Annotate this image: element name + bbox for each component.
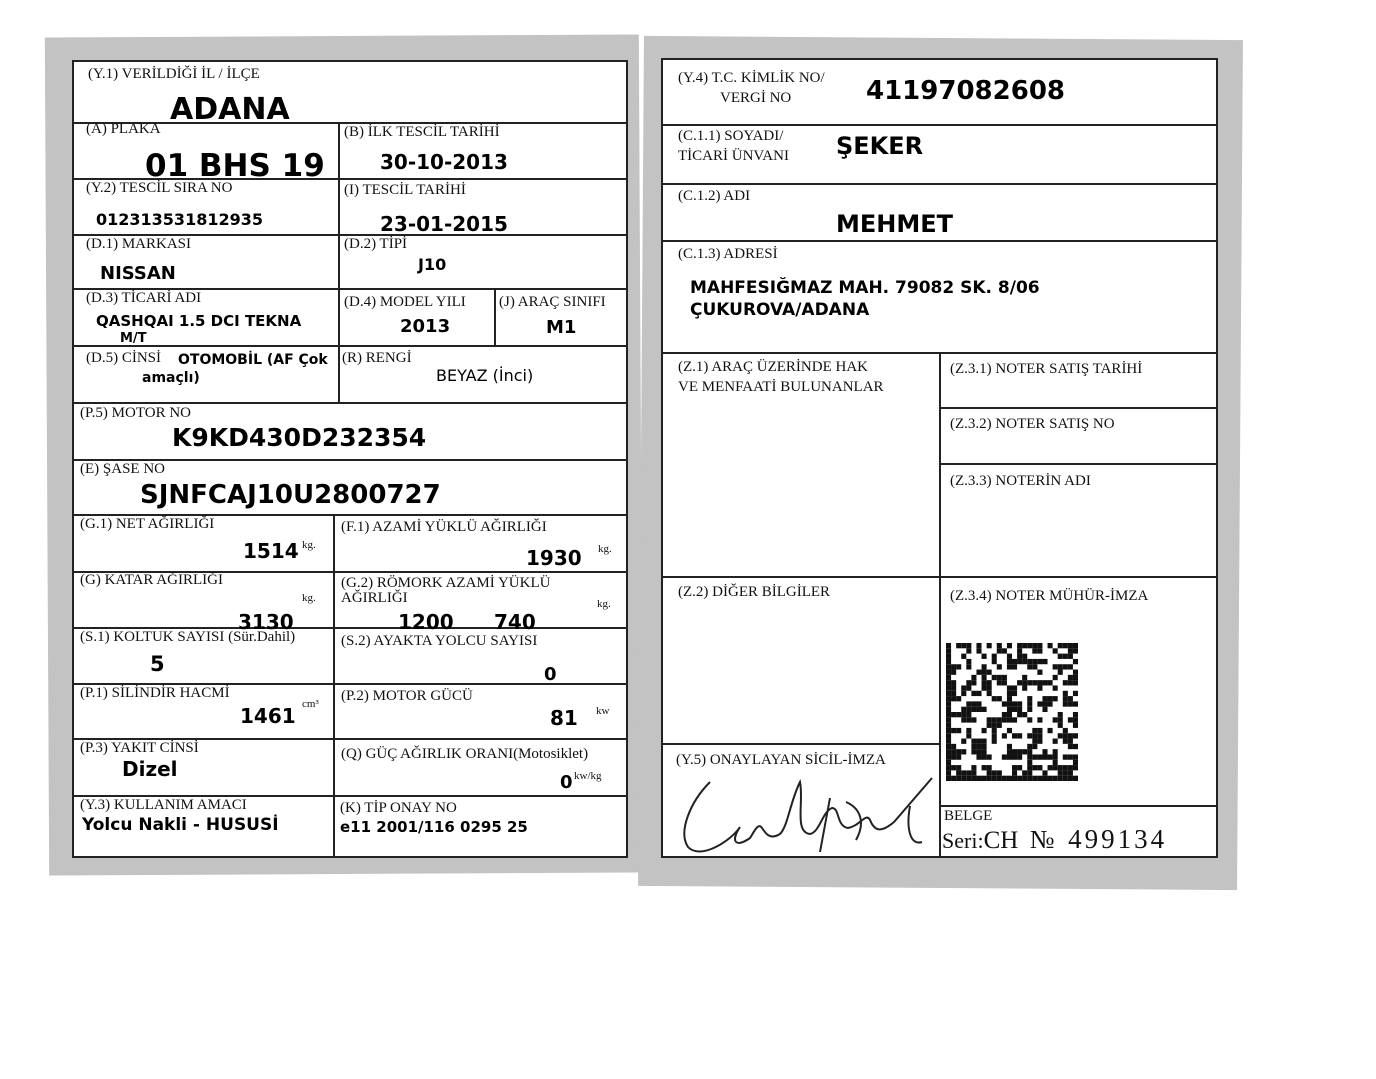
- color-label: (R) RENGİ: [342, 350, 412, 366]
- power-weight-value: 0: [560, 772, 573, 793]
- divider: [74, 402, 626, 404]
- engine-no-value: K9KD430D232354: [172, 423, 427, 452]
- displacement-value: 1461: [240, 704, 296, 728]
- max-weight-unit: kg.: [598, 543, 612, 555]
- divider: [941, 407, 1216, 409]
- model-year-label: (D.4) MODEL YILI: [344, 294, 466, 310]
- divider: [663, 183, 1216, 185]
- train-weight-unit: kg.: [302, 592, 316, 604]
- serial-series: CH: [983, 827, 1019, 854]
- y1-label: (Y.1) VERİLDİĞİ İL / İLÇE: [88, 66, 260, 82]
- notary-sale-date-label: (Z.3.1) NOTER SATIŞ TARİHİ: [950, 361, 1143, 377]
- seat-count-value: 5: [150, 652, 165, 676]
- engine-power-value: 81: [550, 706, 578, 730]
- address-value-2: ÇUKUROVA/ADANA: [690, 300, 870, 320]
- power-weight-label: (Q) GÜÇ AĞIRLIK ORANI(Motosiklet): [341, 746, 589, 762]
- displacement-label: (P.1) SİLİNDİR HACMİ: [80, 685, 230, 701]
- type-value: J10: [418, 255, 447, 274]
- fuel-type-label: (P.3) YAKIT CİNSİ: [80, 740, 199, 756]
- max-weight-value: 1930: [526, 546, 582, 570]
- notary-name-label: (Z.3.3) NOTERİN ADI: [950, 473, 1091, 489]
- registration-seq-label: (Y.2) TESCİL SIRA NO: [86, 180, 233, 196]
- net-weight-unit: kg.: [302, 539, 316, 551]
- standing-count-value: 0: [544, 664, 557, 685]
- standing-count-label: (S.2) AYAKTA YOLCU SAYISI: [341, 633, 538, 649]
- first-registration-value: 30-10-2013: [380, 150, 508, 174]
- usage-purpose-value: Yolcu Nakli - HUSUSİ: [82, 815, 279, 835]
- net-weight-label: (G.1) NET AĞIRLIĞI: [80, 516, 215, 532]
- trailer-weight-label: (G.2) RÖMORK AZAMİ YÜKLÜ: [341, 575, 551, 591]
- trailer-weight-unit: kg.: [597, 598, 611, 610]
- divider: [338, 122, 340, 402]
- tax-id-label-2: VERGİ NO: [720, 90, 792, 106]
- seat-count-label: (S.1) KOLTUK SAYISI (Sür.Dahil): [80, 629, 296, 645]
- rights-holders-label-2: VE MENFAATİ BULUNANLAR: [678, 379, 884, 395]
- document-label: BELGE: [944, 808, 993, 824]
- net-weight-value: 1514: [243, 539, 299, 563]
- rights-holders-label: (Z.1) ARAÇ ÜZERİNDE HAK: [678, 359, 868, 375]
- trade-name-value: QASHQAI 1.5 DCI TEKNA: [96, 312, 302, 330]
- trailer-weight-label-2: AĞIRLIĞI: [341, 590, 408, 606]
- chassis-no-label: (E) ŞASE NO: [80, 461, 165, 477]
- type-approval-value: e11 2001/116 0295 25: [340, 818, 528, 836]
- surname-label: (C.1.1) SOYADI/: [678, 128, 784, 144]
- divider: [941, 463, 1216, 465]
- signature-icon: [670, 742, 950, 862]
- chassis-no-value: SJNFCAJ10U2800727: [140, 480, 441, 510]
- trade-name-label: (D.3) TİCARİ ADI: [86, 290, 202, 306]
- engine-no-label: (P.5) MOTOR NO: [80, 405, 191, 421]
- divider: [663, 124, 1216, 126]
- registration-date-value: 23-01-2015: [380, 212, 508, 236]
- tax-id-value: 41197082608: [866, 76, 1065, 106]
- model-year-value: 2013: [400, 316, 451, 337]
- address-value: MAHFESIĞMAZ MAH. 79082 SK. 8/06: [690, 278, 1040, 298]
- trade-name-value-2: M/T: [120, 331, 147, 346]
- fuel-type-value: Dizel: [122, 757, 178, 781]
- serial-label: Seri:: [942, 828, 984, 853]
- type-label: (D.2) TİPİ: [344, 236, 408, 252]
- surname-label-2: TİCARİ ÜNVANI: [678, 148, 789, 164]
- first-registration-label: (B) İLK TESCİL TARİHİ: [344, 124, 500, 140]
- other-info-label: (Z.2) DİĞER BİLGİLER: [678, 584, 831, 600]
- power-weight-unit: kw/kg: [574, 770, 602, 782]
- train-weight-label: (G) KATAR AĞIRLIĞI: [80, 572, 223, 588]
- kind-value: OTOMOBİL (AF Çok: [178, 352, 328, 368]
- document-number: 499134: [1068, 824, 1168, 854]
- notary-seal-label: (Z.3.4) NOTER MÜHÜR-İMZA: [950, 588, 1149, 604]
- province-value: ADANA: [170, 92, 290, 127]
- divider: [74, 345, 626, 347]
- number-symbol: №: [1029, 825, 1055, 854]
- first-name-value: MEHMET: [836, 210, 954, 238]
- trailer-weight-value-unbraked: 740: [494, 610, 536, 634]
- train-weight-value: 3130: [238, 610, 294, 634]
- registration-date-label: (I) TESCİL TARİHİ: [344, 182, 466, 198]
- kind-value-2: amaçlı): [142, 370, 200, 386]
- kind-label: (D.5) CİNSİ: [86, 350, 161, 366]
- vehicle-class-label: (J) ARAÇ SINIFI: [499, 294, 606, 310]
- engine-power-unit: kw: [596, 705, 610, 717]
- surname-value: ŞEKER: [836, 132, 924, 160]
- registration-seq-value: 012313531812935: [96, 210, 263, 229]
- divider: [663, 240, 1216, 242]
- engine-power-label: (P.2) MOTOR GÜCÜ: [341, 688, 473, 704]
- color-value: BEYAZ (İnci): [436, 366, 534, 385]
- displacement-unit: cm³: [302, 698, 319, 710]
- address-label: (C.1.3) ADRESİ: [678, 246, 778, 262]
- first-name-label: (C.1.2) ADI: [678, 188, 751, 204]
- qr-code-icon: [946, 643, 1078, 781]
- divider: [333, 514, 335, 858]
- plate-value: 01 BHS 19: [145, 148, 325, 184]
- divider: [494, 288, 496, 345]
- vehicle-class-value: M1: [546, 317, 577, 338]
- divider: [941, 805, 1216, 807]
- approver-label: (Y.5) ONAYLAYAN SİCİL-İMZA: [676, 752, 886, 768]
- brand-value: NISSAN: [100, 263, 176, 284]
- serial-block: [942, 824, 1167, 855]
- type-approval-label: (K) TİP ONAY NO: [340, 800, 457, 816]
- usage-purpose-label: (Y.3) KULLANIM AMACI: [80, 797, 247, 813]
- brand-label: (D.1) MARKASI: [86, 236, 191, 252]
- trailer-weight-value-braked: 1200: [398, 610, 454, 634]
- notary-sale-no-label: (Z.3.2) NOTER SATIŞ NO: [950, 416, 1115, 432]
- max-weight-label: (F.1) AZAMİ YÜKLÜ AĞIRLIĞI: [341, 519, 547, 535]
- plate-label: (A) PLAKA: [86, 121, 161, 137]
- tax-id-label: (Y.4) T.C. KİMLİK NO/: [678, 70, 825, 86]
